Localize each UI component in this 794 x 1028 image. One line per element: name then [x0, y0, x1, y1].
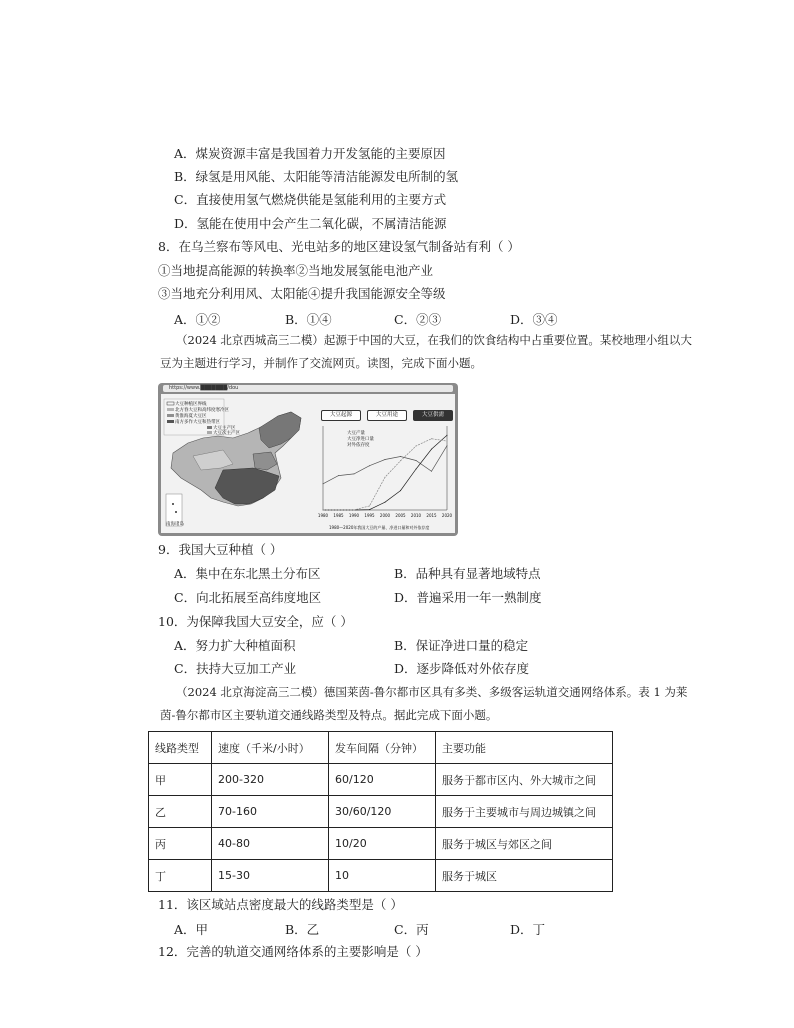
series-point-2: [431, 438, 432, 439]
series-point-2: [323, 510, 324, 511]
rail-lines-table: [148, 731, 613, 892]
tab-soybean-origin: 大豆起源: [321, 410, 361, 421]
cell-speed: 40-80: [212, 828, 329, 860]
series-point-2: [338, 510, 339, 511]
table-row: [149, 828, 613, 860]
x-tick-label: 1990: [348, 513, 360, 518]
series-point-1: [385, 502, 386, 503]
series-point-2: [385, 477, 386, 478]
x-tick-label: 2010: [410, 513, 422, 518]
q8-stem: 8．在乌兰察布等风电、光电站多的地区建设氢气制备站有利（ ）: [158, 239, 520, 254]
q8-choices-line2: ③当地充分利用风、太阳能④提升我国能源安全等级: [158, 286, 446, 301]
q10-stem: 10．为保障我国大豆安全，应（ ）: [158, 614, 353, 629]
q7-option-b: B．绿氢是用风能、太阳能等清洁能源发电所制的氢: [174, 169, 459, 184]
q9-option-d: D．普遍采用一年一熟制度: [394, 590, 542, 605]
cell-interval: 60/120: [329, 764, 436, 796]
chart-legend-dependency: 对外依存度: [347, 443, 370, 448]
intro-rail: [160, 681, 721, 727]
map-inset-label: 南海诸岛: [166, 522, 184, 527]
series-point-0: [354, 473, 355, 474]
cell-interval: 10/20: [329, 828, 436, 860]
series-point-0: [369, 465, 370, 466]
q7-option-a: A．煤炭资源丰富是我国着力开发氢能的主要原因: [174, 146, 446, 161]
series-point-0: [338, 475, 339, 476]
x-tick-label: 1995: [364, 513, 375, 518]
map-legend-south: 南方多作大豆和热带区: [175, 420, 220, 425]
cell-type: 乙: [149, 796, 212, 828]
series-point-0: [400, 456, 401, 457]
cell-type: 丙: [149, 828, 212, 860]
q7-option-c: C．直接使用氢气燃烧供能是氢能利用的主要方式: [174, 192, 447, 207]
x-tick-label: 1985: [333, 513, 344, 518]
soybean-line-chart: [311, 422, 453, 528]
table-row: [149, 860, 613, 892]
q8-option-b: B．①④: [285, 312, 332, 327]
cell-function: 服务于城区与郊区之间: [436, 828, 613, 860]
header-line-type: 线路类型: [149, 732, 212, 764]
tab-soybean-supply: 大豆供需: [413, 410, 453, 421]
x-tick-label: 2020: [441, 513, 453, 518]
chart-legend-production: 大豆产量: [347, 431, 365, 436]
series-point-0: [431, 471, 432, 472]
q11-option-a: A．甲: [174, 922, 209, 937]
webpage-content: [161, 394, 455, 533]
series-point-0: [385, 459, 386, 460]
x-tick-label: 2005: [395, 513, 406, 518]
chart-title: 1980—2020年我国大豆的产量、净进口量和对外依存度: [329, 525, 430, 530]
cell-speed: 70-160: [212, 796, 329, 828]
series-point-0: [416, 460, 417, 461]
series-point-1: [416, 469, 417, 470]
series-point-1: [447, 435, 448, 436]
header-interval: 发车间隔（分钟）: [329, 732, 436, 764]
intro-rail-line1: （2024 北京海淀高三二模）德国莱茵-鲁尔都市区具有多类、多级客运轨道交通网络体系。表 1 为莱: [176, 685, 688, 699]
q7-option-d: D．氢能在使用中会产生二氧化碳，不属清洁能源: [174, 216, 447, 231]
series-point-2: [369, 505, 370, 506]
series-line-1: [323, 435, 447, 510]
cell-interval: 30/60/120: [329, 796, 436, 828]
table-row: [149, 796, 613, 828]
x-tick-label: 2000: [379, 513, 391, 518]
intro-soybean: [160, 329, 721, 375]
intro-rail-line2: 茵-鲁尔都市区主要轨道交通线路类型及特点。据此完成下面小题。: [160, 708, 498, 722]
q10-option-d: D．逐步降低对外依存度: [394, 661, 530, 676]
q10-option-c: C．扶持大豆加工产业: [174, 661, 297, 676]
series-point-0: [323, 483, 324, 484]
series-point-2: [354, 510, 355, 511]
cell-function: 服务于城区: [436, 860, 613, 892]
cell-type: 丁: [149, 860, 212, 892]
cell-function: 服务于都市区内、外大城市之间: [436, 764, 613, 796]
url-bar: https://www.███████/dou: [163, 385, 453, 392]
map-legend-secondary: 大豆次主产区: [213, 431, 240, 436]
series-point-2: [447, 441, 448, 442]
q8-option-a: A．①②: [174, 312, 221, 327]
map-legend-huanghuaihai: 黄淮海夏大豆区: [175, 414, 207, 419]
series-point-1: [369, 509, 370, 510]
q9-option-b: B．品种具有显著地域特点: [394, 566, 541, 581]
table-row: [149, 764, 613, 796]
cell-function: 服务于主要城市与周边城镇之间: [436, 796, 613, 828]
soybean-webpage-figure: [158, 383, 458, 536]
x-tick-label: 2015: [426, 513, 437, 518]
cell-speed: 200-320: [212, 764, 329, 796]
cell-speed: 15-30: [212, 860, 329, 892]
map-legend-boundary: 大豆种植区界线: [175, 402, 207, 407]
q10-option-b: B．保证净进口量的稳定: [394, 638, 529, 653]
cell-type: 甲: [149, 764, 212, 796]
x-tick-label: 1980: [317, 513, 329, 518]
series-line-0: [323, 446, 447, 484]
table-header-row: [149, 732, 613, 764]
intro-soybean-line2: 豆为主题进行学习，并制作了交流网页。读图，完成下面小题。: [160, 356, 482, 370]
series-point-2: [416, 446, 417, 447]
q8-choices-line1: ①当地提高能源的转换率②当地发展氢能电池产业: [158, 263, 434, 278]
intro-soybean-line1: （2024 北京西城高三二模）起源于中国的大豆，在我们的饮食结构中占重要位置。某校地理小组以大: [176, 333, 692, 347]
map-legend-north: 北方春大豆和高纬度寒冷区: [175, 408, 229, 413]
chart-legend-imports: 大豆净进口量: [347, 437, 374, 442]
header-speed: 速度（千米/小时）: [212, 732, 329, 764]
series-point-0: [447, 445, 448, 446]
series-point-2: [400, 460, 401, 461]
header-function: 主要功能: [436, 732, 613, 764]
q9-option-c: C．向北拓展至高纬度地区: [174, 590, 322, 605]
series-point-1: [400, 490, 401, 491]
map-legend-main: 大豆主产区: [213, 426, 236, 431]
series-line-2: [323, 439, 447, 510]
q11-stem: 11．该区域站点密度最大的线路类型是（ ）: [158, 897, 403, 912]
cell-interval: 10: [329, 860, 436, 892]
q11-option-d: D．丁: [510, 922, 546, 937]
q11-option-c: C．丙: [394, 922, 429, 937]
q12-stem: 12．完善的轨道交通网络体系的主要影响是（ ）: [158, 944, 428, 959]
q8-option-d: D．③④: [510, 312, 558, 327]
q8-option-c: C．②③: [394, 312, 442, 327]
q11-option-b: B．乙: [285, 922, 320, 937]
series-point-1: [431, 449, 432, 450]
q10-option-a: A．努力扩大种植面积: [174, 638, 296, 653]
q9-stem: 9．我国大豆种植（ ）: [158, 542, 283, 557]
q9-option-a: A．集中在东北黑土分布区: [174, 566, 321, 581]
tab-soybean-uses: 大豆用途: [367, 410, 407, 421]
